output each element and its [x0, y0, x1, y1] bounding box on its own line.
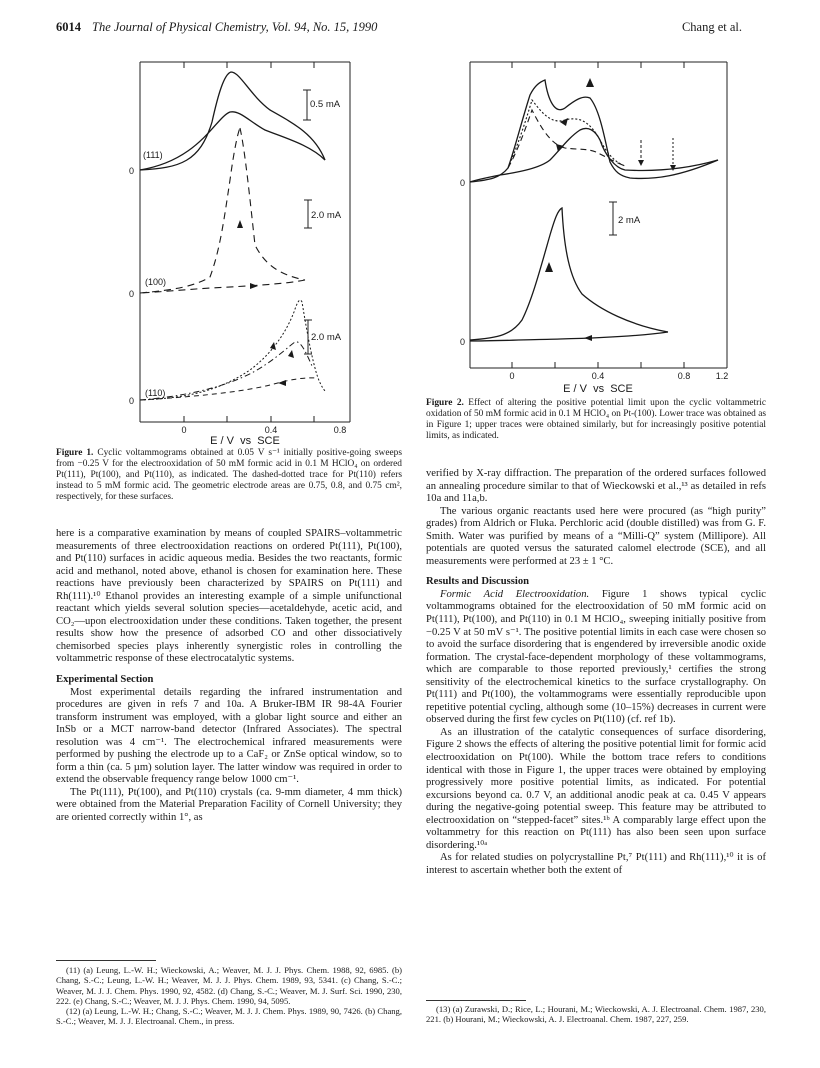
pt110-trace-50mM: [140, 300, 326, 400]
footnote-rule-left: [56, 960, 156, 961]
fig2-lower-trace: [470, 208, 668, 340]
origin-label-100: 0: [129, 289, 135, 299]
experimental-heading: Experimental Section: [56, 674, 154, 686]
fig2-tick-0.8: 0.8: [677, 371, 691, 381]
scale-label-100: 2.0 mA: [311, 210, 342, 221]
experimental-paragraph-1: Most experimental details regarding the infrared instrumentation and procedures are given in refs 7 and 10a. A Bruker-IBM IR 98-4A Fourier transform instrument was employed, with a globar light source and either an InSb or a MCT narrow-band detector (Infrared Associates). The spectral resolution was 4 cm⁻¹. The electrochemical infrared measurements were performed by pushing the electrode up to a CaF₂ or ZnSe optical window, so to form a thin (ca. 5 µm) solution layer. The latter window was required in order to extend the observable frequency range below 1000 cm⁻¹.: [56, 686, 402, 786]
figure-1-caption: [56, 448, 402, 503]
right-footnotes: [426, 1004, 766, 1025]
pt110-arrow-3: [278, 380, 286, 386]
panel-label-100: (100): [145, 277, 167, 287]
pt110-trace-return: [140, 378, 318, 400]
footnote-rule-right: [426, 1000, 526, 1001]
pt110-arrow-2: [288, 350, 294, 358]
origin-label-111: 0: [129, 166, 135, 176]
fig2-trace-dashed: [508, 110, 625, 168]
experimental-paragraph-2: The Pt(111), Pt(100), and Pt(110) crystals (ca. 9-mm diameter, 4 mm thick) were obtained from the Material Preparation Facility of Cornell University; they are oriented correctly within 1°, as: [56, 786, 402, 824]
running-header: [0, 20, 820, 40]
pt111-forward-trace: [140, 72, 325, 170]
fig2-tick-0.4: 0.4: [591, 371, 605, 381]
figure-1-voltammograms: [100, 50, 390, 445]
formic-acid-subhead: Formic Acid Electrooxidation.: [440, 588, 590, 600]
intro-paragraph: here is a comparative examination by means of coupled SPAIRS–voltammetric measurements of three electrooxidation reactions on ordered Pt(111), Pt(100), and Pt(110) surfaces in acidic aqueous media. Besides the two reactants, formic acid and methanol, noted above, ethanol is chosen for examination here. These reactions have previously been characterized by SPAIRS on Pt(111) and Rh(111).¹⁰ Ethanol provides an interesting example of a simple unifunctional reactant which yields several solution species—acetaldehyde, acetic acid, and CO₂—upon electrooxidation under these conditions. Taken together, the present results show how the presence of adsorbed CO and other dissociatively chemisorbed species plays inherently synergistic roles in controlling the voltammetric response of these electrocatalytic systems.: [56, 528, 402, 665]
fig2-tick-0: 0: [509, 371, 515, 381]
right-paragraph-1: verified by X-ray diffraction. The preparation of the ordered surfaces followed an annealing procedure similar to that of Wieckowski et al.,¹³ as detailed in refs 10a and 11a,b.: [426, 468, 766, 505]
fig2-origin-upper: 0: [460, 178, 466, 188]
fig1-tick-0.4: 0.4: [264, 425, 278, 435]
figure-1-label: Figure 1.: [56, 448, 94, 458]
pt110-arrow-1: [270, 342, 276, 350]
panel-label-111: (111): [143, 150, 163, 160]
figure-2-caption-text: Effect of altering the positive potential limit upon the cyclic voltammetric oxidation of 50 mM formic acid in 0.1 M HClO₄ on Pt-(100). Lower trace was obtained as in Figure 1; upper traces were obtained similarly, but for increasingly positive potential limits, as indicated.: [426, 398, 767, 442]
page-number: 6014: [56, 20, 81, 34]
fig1-tick-0.8: 0.8: [333, 425, 347, 435]
fig2-origin-lower: 0: [460, 337, 466, 347]
panel-label-110: (110): [145, 388, 166, 398]
figure-2-voltammograms: [440, 50, 740, 395]
pt100-arrow-right: [250, 283, 258, 289]
pt110-trace-5mM: [140, 342, 312, 400]
figure-2-label: Figure 2.: [426, 398, 464, 408]
fig2-x-axis-label: E / V vs SCE: [563, 383, 633, 395]
fig2-trace-solid-return: [470, 128, 718, 182]
running-authors: Chang et al.: [681, 20, 742, 34]
scale-label-111: 0.5 mA: [310, 99, 341, 110]
fig2-limit-markers: [641, 138, 673, 168]
fig2-lower-trace-return: [470, 332, 668, 341]
fig2-lower-arrow-right: [584, 335, 592, 341]
scale-label-110: 2.0 mA: [311, 332, 342, 343]
pt100-arrow-up: [237, 220, 243, 228]
fig2-arrow-peak: [586, 78, 594, 87]
fig2-scale-label: 2 mA: [618, 215, 641, 226]
fig1-x-axis-label: E / V vs SCE: [210, 435, 280, 445]
pt100-trace-down: [240, 128, 305, 280]
fig2-lower-arrow-up: [545, 262, 553, 272]
figure-2-caption: [426, 398, 766, 442]
left-footnotes: [56, 965, 402, 1027]
footnote-12: (12) (a) Leung, L.-W. H.; Chang, S.-C.; Weaver, M. J. J. Chem. Phys. 1989, 90, 7426. (b) Chang, S.-C.; Weaver, M. J. J. Electroanal. Chem., in press.: [56, 1006, 402, 1027]
origin-label-110: 0: [129, 396, 135, 406]
footnote-11: (11) (a) Leung, L.-W. H.; Wieckowski, A.; Weaver, M. J. J. Phys. Chem. 1988, 92, 6985. (b) Chang, S.-C.; Leung, L.-W. H.; Weaver, M. J. J. Phys. Chem. 1989, 93, 5341. (c) Chang, S.-C.; Weaver, M. J. J. Chem. Phys. 1990, 92, 4582. (d) Chang, S.-C.; Weaver, M. J. Surf. Sci. 1990, 230, 222. (e) Chang, S.-C.; Weaver, M. J. J. Phys. Chem. 1990, 94, 5095.: [56, 965, 402, 1006]
pt111-reverse-trace: [140, 112, 325, 170]
results-paragraph-3: As for related studies on polycrystalline Pt,⁷ Pt(111) and Rh(111),¹⁰ it is of interest to ascertain whether both the extent of: [426, 852, 766, 876]
fig2-scale-bar: [609, 202, 617, 235]
journal-citation: The Journal of Physical Chemistry, Vol. 94, No. 15, 1990: [92, 20, 378, 34]
figure-1-caption-text: Cyclic voltammograms obtained at 0.05 V s⁻¹ initially positive-going sweeps from −0.25 V for the electrooxidation of 50 mM formic acid in 0.1 M HClO₄ on ordered Pt(111), Pt(100), and Pt(110), as indicated. The dashed-dotted trace for Pt(110) refers instead to 5 mM formic acid. The geometric electrode areas are 0.75, 0.8, and 0.75 cm², respectively, for these surfaces.: [56, 448, 402, 503]
left-column: [56, 528, 402, 825]
footnote-13: (13) (a) Zurawski, D.; Rice, L.; Hourani, M.; Wieckowski, A. J. Electroanal. Chem. 1987, 230, 221. (b) Hourani, M.; Wieckowski, A. J. Electroanal. Chem. 1987, 227, 259.: [426, 1004, 766, 1025]
fig2-arrow-dotted: [560, 118, 568, 126]
fig2-limit-arrow-1: [638, 160, 644, 166]
fig2-tick-1.2: 1.2: [715, 371, 729, 381]
fig1-tick-0: 0: [181, 425, 187, 435]
right-column: [426, 468, 766, 878]
results-heading: Results and Discussion: [426, 576, 530, 588]
results-paragraph-1: Figure 1 shows typical cyclic voltammograms obtained for the electrooxidation of 50 mM formic acid on Pt(111), Pt(100), and Pt(110) in 0.1 M HClO₄, sweeping initially positive from −0.25 V at 50 mV s⁻¹. The positive potential limits in each case were chosen so to avoid the surface disordering that is engendered by irreversible anodic oxide formation. The crystal-face-dependent morphology of these voltammograms, which are comparable to those reported previously,¹ certifies the strong sensitivity of the electrochemical kinetics to the surface crystallography. On Pt(111) and Pt(100), the voltammograms were essentially reproducible upon repetitive potential cycling, although some (10–15%) decreases in current were observed during the first few cycles on Pt(110) (cf. ref 1b).: [426, 588, 766, 726]
right-paragraph-2: The various organic reactants used here were procured (as “high purity” grades) from Aldrich or Fluka. Perchloric acid (double distilled) was from G. F. Smith. Water was purified by means of a “Milli-Q” system (Millipore). All potentials are quoted versus the saturated calomel electrode (SCE), and all measurements were performed at 23 ± 1 °C.: [426, 505, 766, 567]
results-paragraph-2: As an illustration of the catalytic consequences of surface disordering, Figure 2 shows the effects of altering the positive potential limit for formic acid electrooxidation on Pt(100). While the bottom trace refers to conditions identical with those in Figure 1, the upper traces were obtained by employing progressively more positive potential limits, as indicated. For potential excursions beyond ca. 0.7 V, an additional anodic peak at ca. 0.45 V appears during the negative-going potential sweep. This feature may be attributed to electrooxidation on “stepped-facet” sites.¹ᵇ A comparably large effect upon the voltammetry for this reaction on Pt(111) has also been seen upon surface disordering.¹⁰ᵃ: [426, 726, 766, 851]
